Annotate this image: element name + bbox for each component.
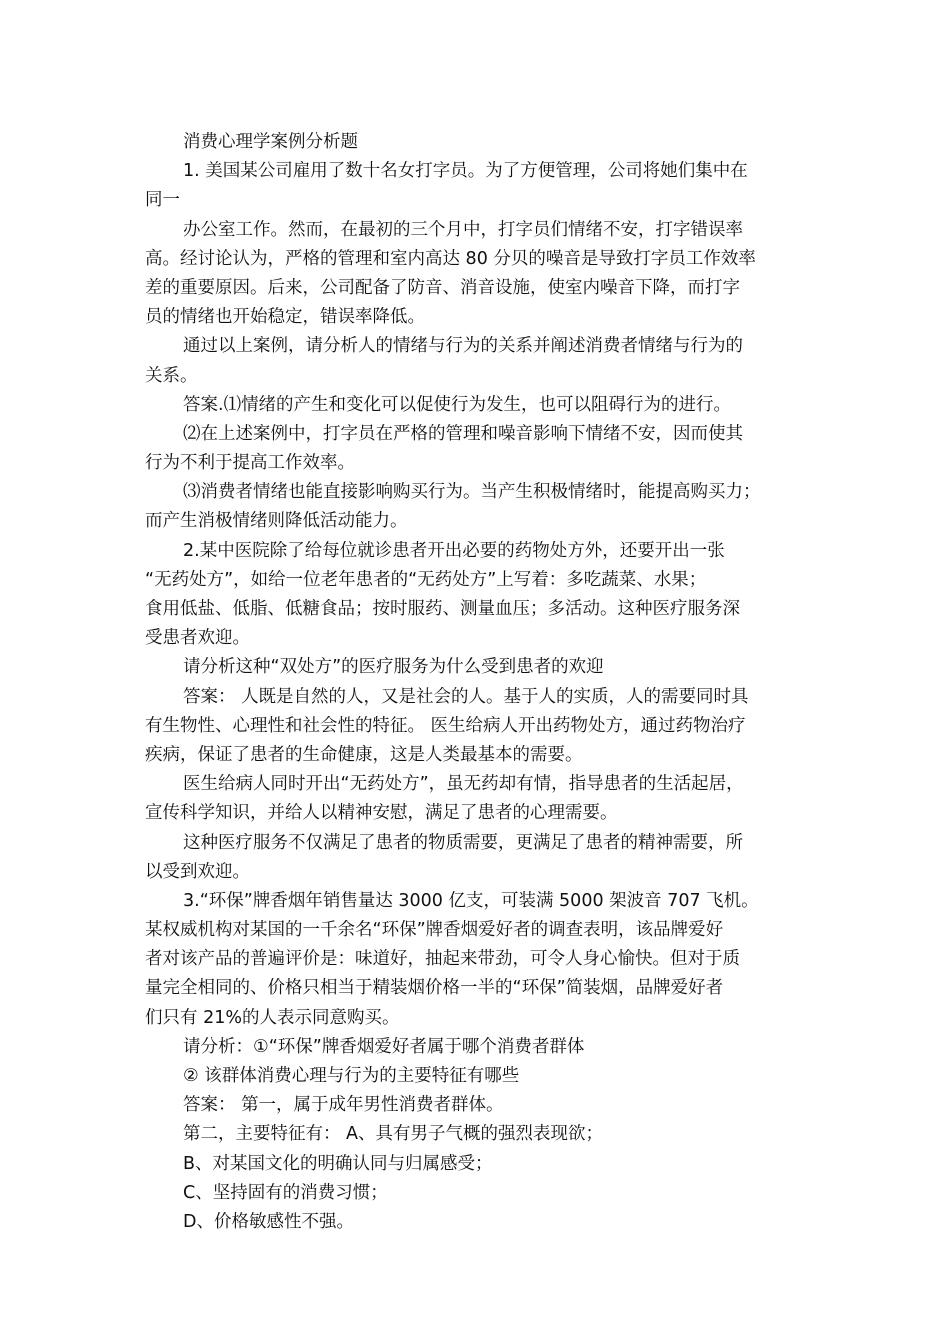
document-page [145, 128, 817, 1237]
q3-line: 量完全相同的、价格只相当于精装烟价格一半的“环保”简装烟，品牌爱好者 [145, 978, 724, 999]
q2-answer: 答案： 人既是自然的人，又是社会的人。基于人的实质，人的需要同时具 [183, 686, 749, 707]
document-title: 消费心理学案例分析题 [183, 132, 358, 152]
q2-line: “无药处方”，如给一位老年患者的“无药处方”上写着：多吃蔬菜、水果； [145, 569, 707, 590]
q3-answer: 答案： 第一，属于成年男性消费者群体。 [183, 1095, 504, 1116]
q1-line: 员的情绪也开始稳定，错误率降低。 [145, 307, 425, 328]
q1-line: 办公室工作。然而，在最初的三个月中，打字员们情绪不安，打字错误率 [183, 219, 743, 240]
q3-line: 3.“环保”牌香烟年销售量达 3000 亿支，可装满 5000 架波音 707 飞机。 [183, 890, 759, 911]
q1-line: 高。经讨论认为，严格的管理和室内高达 80 分贝的噪音是导致打字员工作效率 [145, 248, 756, 269]
q2-answer: 以受到欢迎。 [145, 861, 250, 882]
q1-answer: 答案.⑴情绪的产生和变化可以促使行为发生，也可以阻碍行为的进行。 [183, 394, 732, 415]
q1-question: 关系。 [145, 365, 198, 386]
q3-line: 者对该产品的普遍评价是：味道好，抽起来带劲，可令人身心愉快。但对于质 [145, 949, 740, 970]
q2-line: 食用低盐、低脂、低糖食品；按时服药、测量血压；多活动。这种医疗服务深 [145, 599, 740, 619]
q3-answer: D、价格敏感性不强。 [183, 1211, 354, 1232]
q3-line: 们只有 21%的人表示同意购买。 [145, 1007, 400, 1028]
q3-question: ② 该群体消费心理与行为的主要特征有哪些 [183, 1066, 520, 1086]
q1-answer: ⑵在上述案例中，打字员在严格的管理和噪音影响下情绪不安，因而使其 [183, 423, 743, 444]
q1-answer: 行为不利于提高工作效率。 [145, 453, 355, 474]
q1-line: 同一 [145, 190, 180, 211]
q3-answer: B、对某国文化的明确认同与归属感受； [183, 1153, 493, 1174]
q2-question: 请分析这种“双处方”的医疗服务为什么受到患者的欢迎 [183, 657, 604, 678]
q3-answer: C、坚持固有的消费习惯； [183, 1182, 388, 1203]
q1-answer: ⑶消费者情绪也能直接影响购买行为。当产生积极情绪时，能提高购买力； [183, 482, 761, 503]
q3-answer: 第二，主要特征有： A、具有男子气概的强烈表现欲； [183, 1124, 604, 1145]
q1-answer: 而产生消极情绪则降低活动能力。 [145, 511, 408, 532]
q1-line: 差的重要原因。后来，公司配备了防音、消音设施，使室内噪音下降，而打字 [145, 277, 740, 298]
q3-question: 请分析：①“环保”牌香烟爱好者属于哪个消费者群体 [183, 1036, 585, 1057]
q1-line: 1. 美国某公司雇用了数十名女打字员。为了方便管理，公司将她们集中在 [183, 161, 748, 182]
q2-line: 2.某中医院除了给每位就诊患者开出必要的药物处方外，还要开出一张 [183, 540, 725, 561]
q2-answer: 这种医疗服务不仅满足了患者的物质需要，更满足了患者的精神需要，所 [183, 832, 743, 853]
q2-line: 受患者欢迎。 [145, 628, 250, 649]
q2-answer: 疾病，保证了患者的生命健康，这是人类最基本的需要。 [145, 744, 583, 765]
q2-answer: 医生给病人同时开出“无药处方”，虽无药却有情，指导患者的生活起居， [183, 774, 744, 795]
q3-line: 某权威机构对某国的一千余名“环保”牌香烟爱好者的调查表明，该品牌爱好 [145, 920, 724, 941]
q2-answer: 有生物性、心理性和社会性的特征。 医生给病人开出药物处方，通过药物治疗 [145, 715, 746, 736]
q2-answer: 宣传科学知识，并给人以精神安慰，满足了患者的心理需要。 [145, 803, 618, 824]
q1-question: 通过以上案例，请分析人的情绪与行为的关系并阐述消费者情绪与行为的 [183, 336, 743, 357]
